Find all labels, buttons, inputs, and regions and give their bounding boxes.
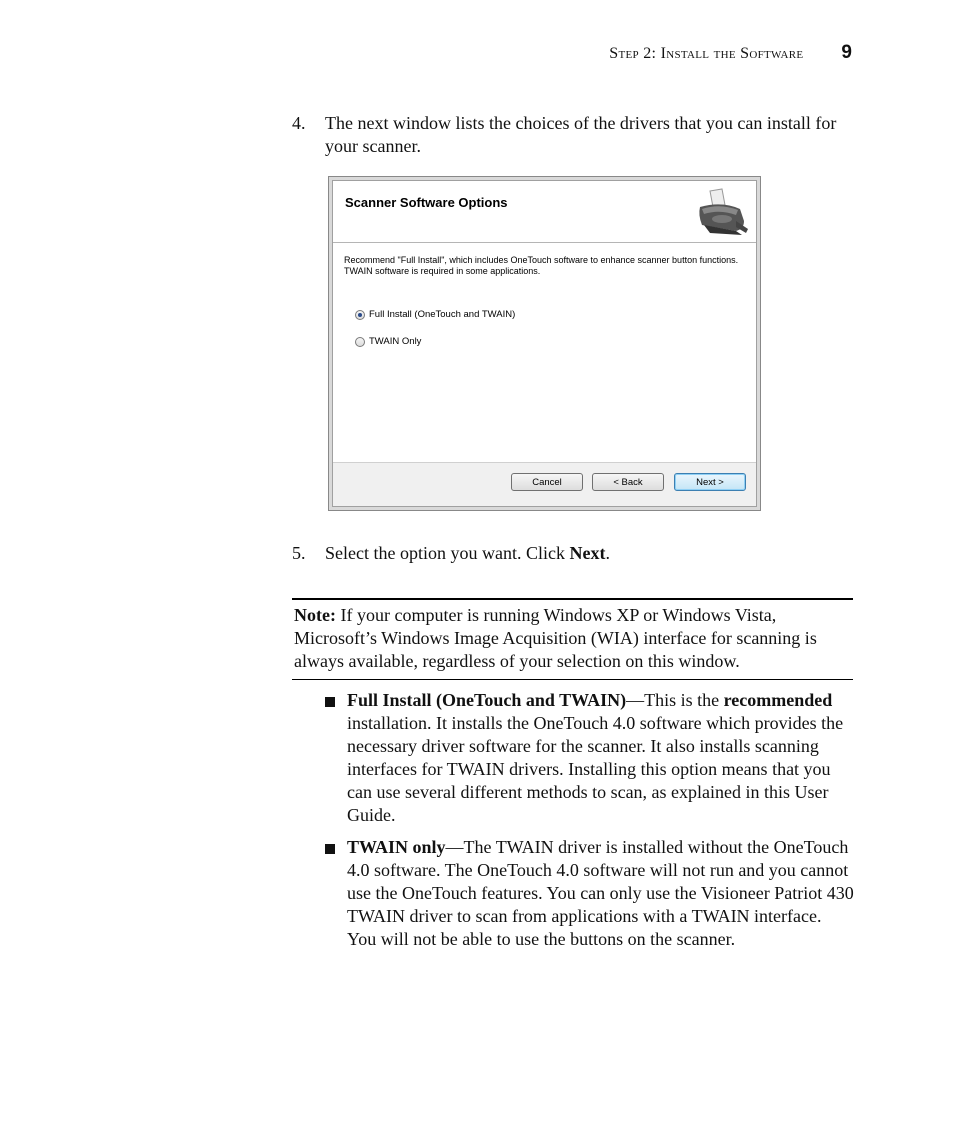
step-text — [325, 542, 852, 565]
dialog-description: Recommend "Full Install", which includes OneTouch software to enhance scanner button functions. TWAIN software is required in some applications. — [344, 255, 739, 276]
back-button[interactable]: < Back — [592, 473, 664, 491]
dialog-body — [332, 180, 757, 507]
note-box — [292, 598, 853, 680]
section-title: Step 2: Install the Software — [609, 45, 804, 62]
item-title: Full Install (OneTouch and TWAIN) — [347, 690, 627, 710]
bullet-square-icon — [325, 697, 335, 707]
option-label: TWAIN Only — [369, 336, 422, 347]
item-emphasis: recommended — [723, 690, 833, 710]
step-text: The next window lists the choices of the drivers that you can install for your scanner. — [325, 113, 837, 156]
step-4 — [292, 112, 852, 158]
list-item — [324, 836, 854, 951]
cancel-button[interactable]: Cancel — [511, 473, 583, 491]
option-twain-only[interactable] — [355, 336, 421, 347]
radio-selected-icon[interactable] — [355, 310, 365, 320]
radio-unselected-icon[interactable] — [355, 337, 365, 347]
step-number: 4. — [292, 113, 306, 133]
step-number: 5. — [292, 543, 306, 563]
item-title: TWAIN only — [347, 837, 446, 857]
next-button[interactable]: Next > — [674, 473, 746, 491]
option-descriptions — [324, 689, 854, 960]
scanner-icon — [692, 185, 750, 241]
page-number: 9 — [841, 42, 852, 63]
item-text-cont: installation. It installs the OneTouch 4.0 software which provides the necessary driver software for the scanner. It also installs scanning interfaces for TWAIN drivers. Installing this option means that you can use several different methods to scan, as explained in this User Guide. — [347, 713, 844, 825]
dialog-title: Scanner Software Options — [345, 195, 508, 210]
bullet-square-icon — [325, 844, 335, 854]
note-label: Note: — [294, 605, 336, 625]
note-text: If your computer is running Windows XP or Windows Vista, Microsoft’s Windows Image Acquisition (WIA) interface for scanning is always available, regardless of your selection on this window. — [294, 605, 817, 671]
option-label: Full Install (OneTouch and TWAIN) — [369, 309, 516, 320]
list-item — [324, 689, 854, 827]
dialog-footer — [333, 462, 756, 506]
step-text-suffix: . — [605, 543, 610, 563]
step-text-bold: Next — [569, 543, 606, 563]
option-full-install[interactable] — [355, 309, 515, 320]
running-header — [609, 42, 852, 64]
step-text-prefix: Select the option you want. Click — [325, 543, 570, 563]
step-5 — [292, 542, 852, 565]
scanner-software-options-dialog — [328, 176, 761, 511]
dialog-header — [333, 181, 756, 243]
item-text: —This is the — [626, 690, 724, 710]
item-text: —The TWAIN driver is installed without the OneTouch 4.0 software. The OneTouch 4.0 software will not run and you cannot use the OneTouch features. You can only use the Visioneer Patriot 430 TWAIN driver to scan from applications with a TWAIN interface. You will not be able to use the buttons on the scanner. — [347, 837, 854, 949]
